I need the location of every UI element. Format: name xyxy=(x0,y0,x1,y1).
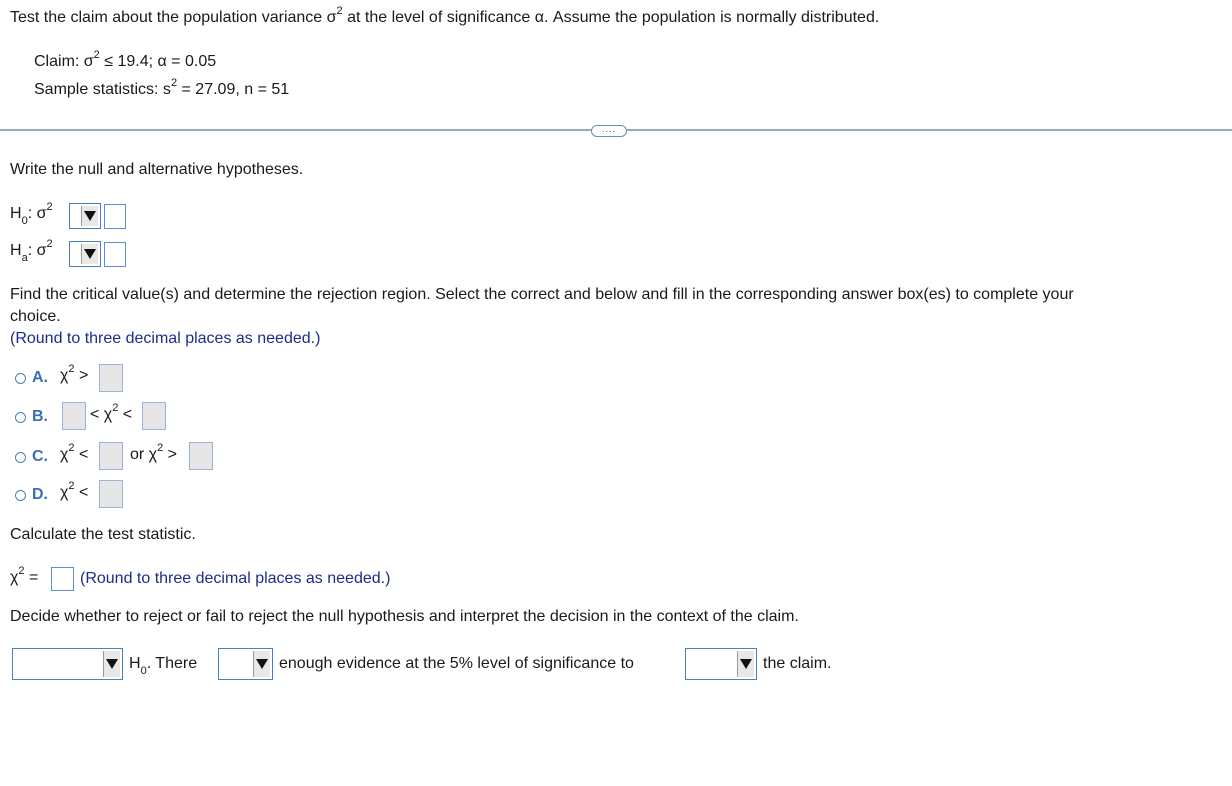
h0-value-input[interactable] xyxy=(104,204,126,229)
decision-claim-end: the claim. xyxy=(763,655,832,672)
option-a-label[interactable]: A. xyxy=(32,369,48,386)
option-b-upper-input[interactable] xyxy=(142,402,166,430)
critical-note: (Round to three decimal places as needed.) xyxy=(10,330,321,347)
option-c-upper-input[interactable] xyxy=(189,442,213,470)
option-c-radio[interactable] xyxy=(15,452,26,463)
problem-intro: Test the claim about the population variance $\sigma^2$ at the level of significance α. Assume the population is normally distributed. xyxy=(10,4,880,26)
option-d-input[interactable] xyxy=(99,480,123,508)
ha-value-input[interactable] xyxy=(104,242,126,267)
option-b-label[interactable]: B. xyxy=(32,408,48,425)
option-d-expr: $\chi^2$ < xyxy=(60,479,89,501)
option-d-radio[interactable] xyxy=(15,490,26,501)
evidence-dropdown[interactable] xyxy=(218,648,273,680)
decision-h0: $H_0$. There xyxy=(129,655,198,678)
option-c-label[interactable]: C. xyxy=(32,448,48,465)
option-a-expr: $\chi^2$ > xyxy=(60,362,89,384)
hypotheses-prompt: Write the null and alternative hypotheses. xyxy=(10,161,304,178)
option-b-radio[interactable] xyxy=(15,412,26,423)
ha-relation-dropdown[interactable] xyxy=(69,241,101,267)
option-b-lower-input[interactable] xyxy=(62,402,86,430)
test-stat-input[interactable] xyxy=(51,567,74,591)
test-stat-label: $\chi^2$ = xyxy=(10,564,39,586)
chevron-down-icon xyxy=(81,206,98,226)
test-stat-prompt: Calculate the test statistic. xyxy=(10,526,196,543)
chevron-down-icon xyxy=(81,244,98,264)
option-c-or-expr: or $\chi^2$ > xyxy=(130,441,177,463)
decision-evidence-text: enough evidence at the 5% level of significance to xyxy=(279,655,634,672)
chevron-down-icon xyxy=(737,651,754,677)
option-c-lower-input[interactable] xyxy=(99,442,123,470)
claim-action-dropdown[interactable] xyxy=(685,648,757,680)
option-c-expr: $\chi^2$ < xyxy=(60,441,89,463)
option-b-expr: < $\chi^2$ < xyxy=(90,401,133,423)
expand-button[interactable]: .... xyxy=(591,125,627,137)
chevron-down-icon xyxy=(253,651,270,677)
chevron-down-icon xyxy=(103,651,120,677)
h0-label: $H_0$: $\sigma^2$ xyxy=(10,200,53,228)
test-stat-note: (Round to three decimal places as needed.) xyxy=(80,570,391,587)
problem-claim: Claim: $\sigma^2 \le 19.4$; α = 0.05 xyxy=(34,48,217,70)
critical-prompt-cont: choice. xyxy=(10,308,61,325)
ha-label: $H_a$: $\sigma^2$ xyxy=(10,237,53,265)
option-a-input[interactable] xyxy=(99,364,123,392)
reject-decision-dropdown[interactable] xyxy=(12,648,123,680)
option-d-label[interactable]: D. xyxy=(32,486,48,503)
h0-relation-dropdown[interactable] xyxy=(69,203,101,229)
decision-prompt: Decide whether to reject or fail to reject the null hypothesis and interpret the decision in the context of the claim. xyxy=(10,608,799,625)
critical-prompt: Find the critical value(s) and determine the rejection region. Select the correct and below and fill in the corresponding answer box(es) to complete your xyxy=(10,286,1074,303)
problem-sample: Sample statistics: $s^2 = 27.09$, n = 51 xyxy=(34,76,290,98)
option-a-radio[interactable] xyxy=(15,373,26,384)
